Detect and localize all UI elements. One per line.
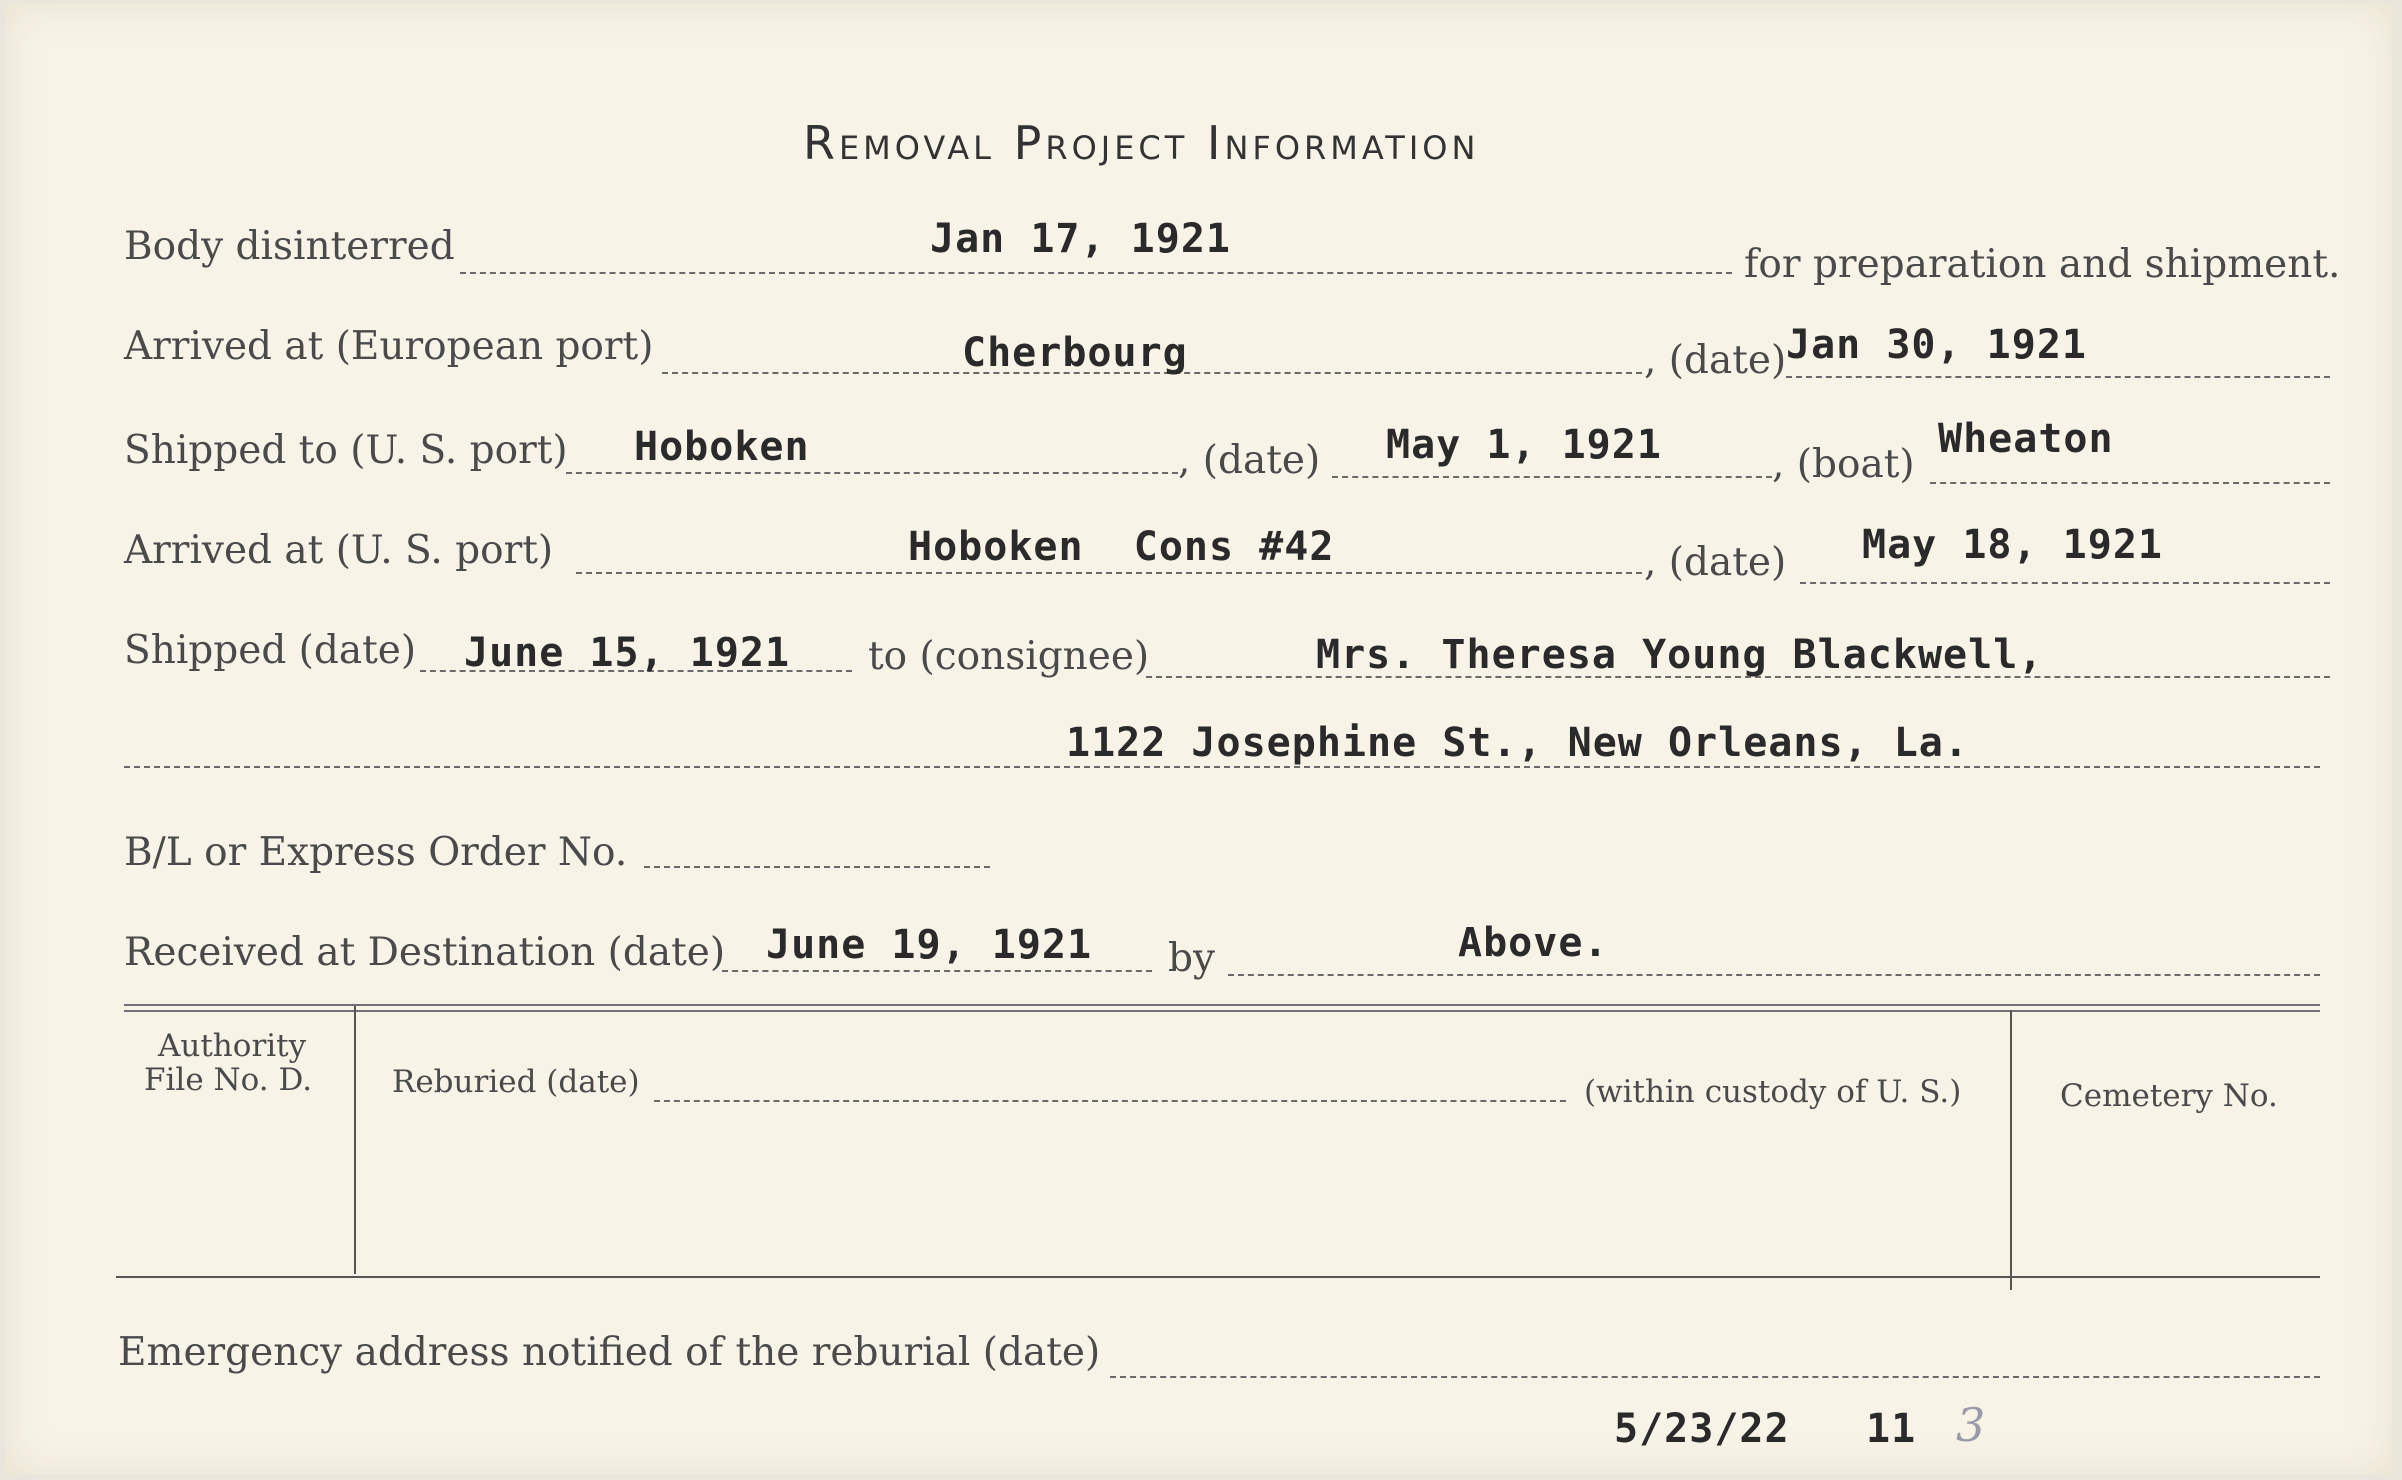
- us-arrival-date-label: , (date): [1644, 540, 1787, 585]
- shipped-date-label: , (date): [1178, 438, 1321, 483]
- boat-line: [1930, 482, 2330, 484]
- authority-label-line2: File No. D.: [144, 1062, 313, 1098]
- us-arrival-date-line: [1800, 582, 2330, 584]
- shipped-date-value: May 1, 1921: [1386, 422, 1662, 468]
- us-port-line: [566, 472, 1178, 474]
- boat-label: , (boat): [1772, 442, 1915, 487]
- bl-line: [644, 866, 990, 868]
- european-date-label: , (date): [1644, 338, 1787, 383]
- authority-label-line1: Authority: [158, 1028, 307, 1064]
- us-arrival-value: Hoboken Cons #42: [908, 524, 1335, 570]
- boat-value: Wheaton: [1938, 416, 2114, 462]
- european-date-value: Jan 30, 1921: [1786, 322, 2087, 368]
- received-date-value: June 19, 1921: [766, 922, 1093, 968]
- us-arrival-line: [576, 572, 1642, 574]
- consignee-value: Mrs. Theresa Young Blackwell,: [1316, 632, 2044, 678]
- disinterred-line: [460, 272, 1732, 274]
- card-title: Removal Project Information: [803, 116, 1480, 170]
- us-port-value: Hoboken: [634, 424, 810, 470]
- pencil-mark: 3: [1956, 1398, 1986, 1452]
- received-label: Received at Destination (date): [124, 930, 726, 975]
- received-date-line: [722, 970, 1152, 972]
- received-by-value: Above.: [1458, 920, 1609, 966]
- emergency-label: Emergency address notified of the reburial (date): [118, 1330, 1101, 1375]
- footer-code: 11: [1866, 1406, 1917, 1452]
- reburied-line: [654, 1100, 1566, 1102]
- footer-date: 5/23/22: [1614, 1406, 1790, 1452]
- european-date-line: [1786, 376, 2330, 378]
- received-by-label: by: [1168, 936, 1215, 981]
- reburied-label: Reburied (date): [392, 1064, 640, 1100]
- table-top-rule: [124, 1004, 2320, 1006]
- table-top-rule-2: [124, 1010, 2320, 1012]
- us-port-label: Shipped to (U. S. port): [124, 428, 568, 473]
- consignee-label: to (consignee): [868, 634, 1150, 679]
- table-divider-right: [2010, 1010, 2012, 1290]
- cemetery-label: Cemetery No.: [2060, 1078, 2278, 1114]
- table-bottom-rule: [116, 1276, 2320, 1278]
- european-port-label: Arrived at (European port): [124, 324, 654, 369]
- custody-label: (within custody of U. S.): [1584, 1074, 1962, 1110]
- us-arrival-date-value: May 18, 1921: [1862, 522, 2163, 568]
- disinterred-label: Body disinterred: [124, 224, 455, 269]
- shipped-date-line: [1332, 476, 1772, 478]
- disinterred-suffix: for preparation and shipment.: [1744, 242, 2341, 287]
- received-by-line: [1228, 974, 2320, 976]
- emergency-line: [1110, 1376, 2320, 1378]
- record-card: [6, 4, 2392, 1474]
- bl-label: B/L or Express Order No.: [124, 830, 628, 875]
- table-divider-left: [354, 1006, 356, 1274]
- address-line: [124, 766, 2320, 768]
- address-value: 1122 Josephine St., New Orleans, La.: [1066, 720, 1969, 766]
- shipped-label: Shipped (date): [124, 628, 417, 673]
- disinterred-value: Jan 17, 1921: [930, 216, 1231, 262]
- shipped-value: June 15, 1921: [464, 630, 791, 676]
- european-port-value: Cherbourg: [962, 330, 1188, 376]
- us-arrival-label: Arrived at (U. S. port): [124, 528, 554, 573]
